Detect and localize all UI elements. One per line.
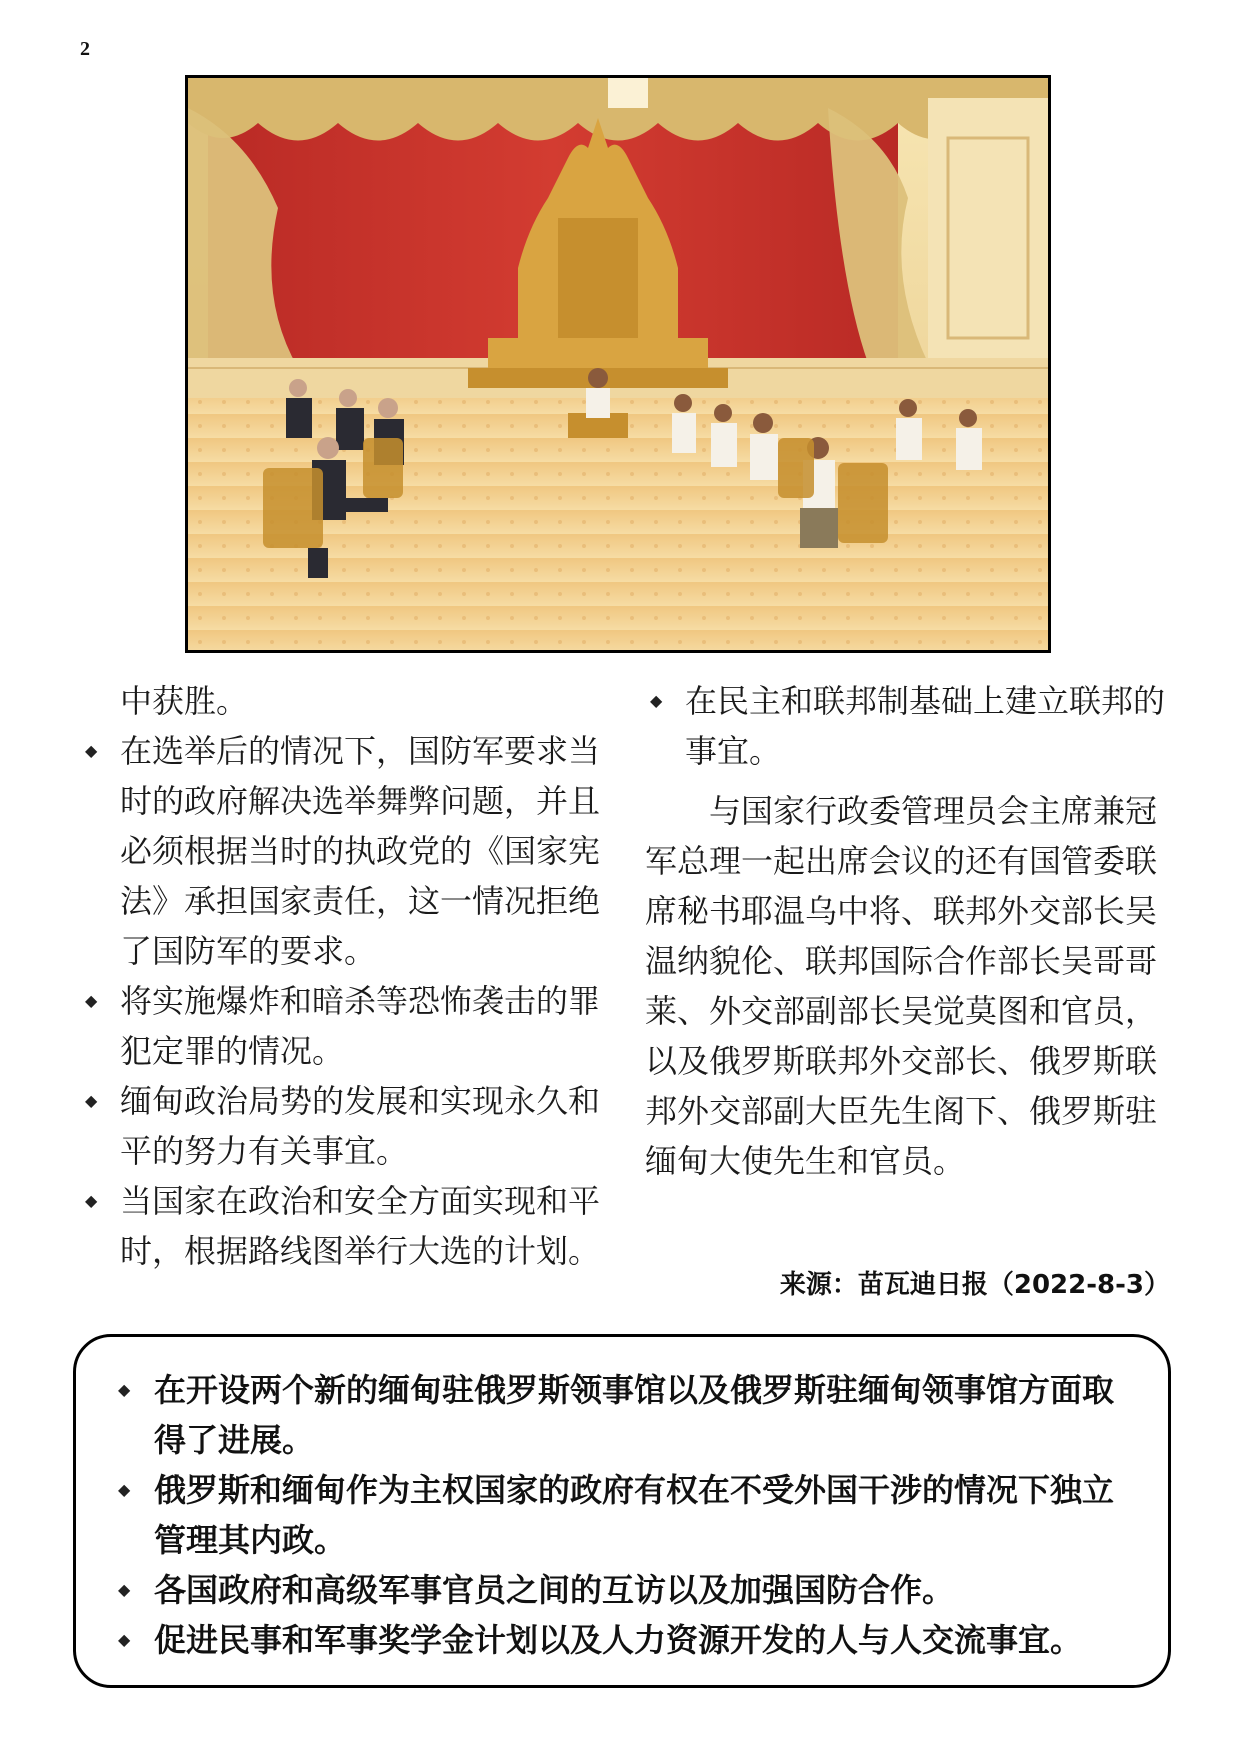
diamond-bullet-icon: ◆ <box>85 1091 98 1110</box>
list-item: ◆ 缅甸政治局势的发展和实现永久和平的努力有关事宜。 <box>80 1076 615 1176</box>
diamond-bullet-icon: ◆ <box>118 1630 131 1649</box>
right-column <box>645 676 1170 1186</box>
source-citation: 来源：苗瓦迪日报（2022-8-3） <box>779 1270 1170 1300</box>
diamond-bullet-icon: ◆ <box>650 691 663 710</box>
diamond-bullet-icon: ◆ <box>85 991 98 1010</box>
diamond-bullet-icon: ◆ <box>85 741 98 760</box>
list-item: ◆ 在民主和联邦制基础上建立联邦的事宜。 <box>645 676 1170 776</box>
diamond-bullet-icon: ◆ <box>118 1480 131 1499</box>
list-item: ◆ 俄罗斯和缅甸作为主权国家的政府有权在不受外国干涉的情况下独立管理其内政。 <box>104 1465 1138 1565</box>
list-item: ◆ 在选举后的情况下，国防军要求当时的政府解决选举舞弊问题，并且必须根据当时的执政党的《国家宪法》承担国家责任，这一情况拒绝了国防军的要求。 <box>80 726 615 976</box>
page-number: 2 <box>80 38 90 60</box>
list-item: ◆ 当国家在政治和安全方面实现和平时，根据路线图举行大选的计划。 <box>80 1176 615 1276</box>
diamond-bullet-icon: ◆ <box>118 1380 131 1399</box>
attendees-paragraph: 与国家行政委管理员会主席兼冠军总理一起出席会议的还有国管委联席秘书耶温乌中将、联邦外交部长吴温纳貌伦、联邦国际合作部长吴哥哥莱、外交部副部长吴觉莫图和官员，以及俄罗斯联邦外交部长、俄罗斯联邦外交部副大臣先生阁下、俄罗斯驻缅甸大使先生和官员。 <box>645 792 1158 1180</box>
meeting-room-illustration <box>188 78 1048 650</box>
list-item: ◆ 各国政府和高级军事官员之间的互访以及加强国防合作。 <box>104 1565 1138 1615</box>
list-item: ◆ 将实施爆炸和暗杀等恐怖袭击的罪犯定罪的情况。 <box>80 976 615 1076</box>
diamond-bullet-icon: ◆ <box>85 1191 98 1210</box>
left-column <box>80 676 615 1276</box>
summary-box <box>73 1334 1171 1688</box>
list-item: ◆ 在开设两个新的缅甸驻俄罗斯领事馆以及俄罗斯驻缅甸领事馆方面取得了进展。 <box>104 1365 1138 1465</box>
continuation-text: 中获胜。 <box>120 682 249 720</box>
diamond-bullet-icon: ◆ <box>118 1580 131 1599</box>
meeting-photo <box>185 75 1051 653</box>
list-item: ◆ 促进民事和军事奖学金计划以及人力资源开发的人与人交流事宜。 <box>104 1615 1138 1665</box>
